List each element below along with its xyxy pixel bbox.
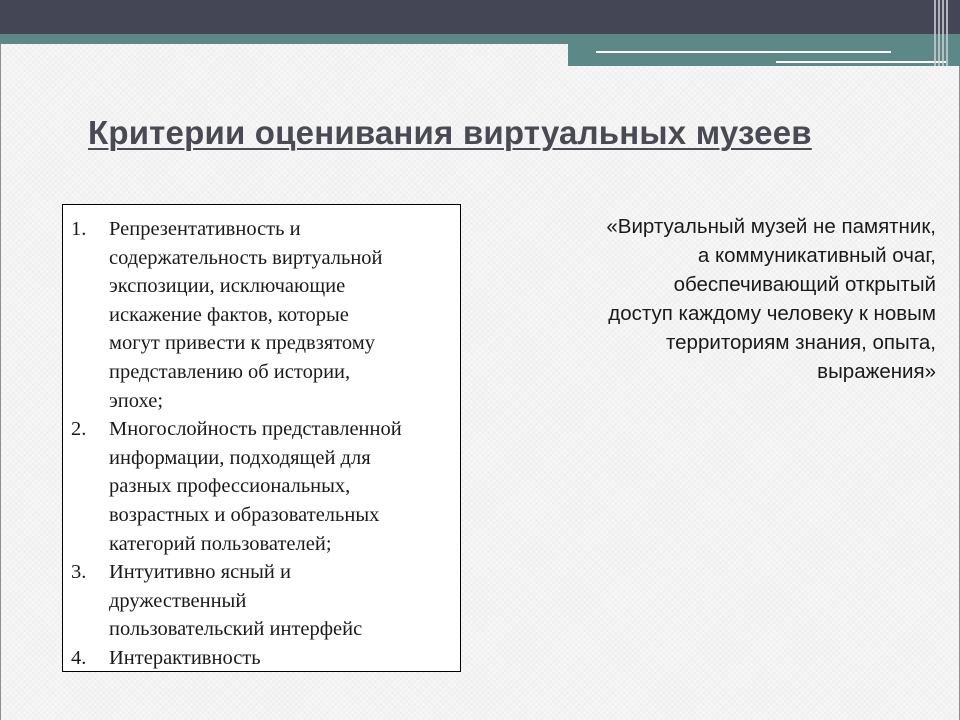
criteria-item xyxy=(71,644,452,673)
quote-line: доступ каждому человеку к новым xyxy=(608,302,936,325)
quote-line: территориям знания, опыта, xyxy=(666,331,936,354)
quote-text xyxy=(520,212,936,386)
criteria-item-line: информации, подходящей для xyxy=(109,446,371,469)
criteria-item-line: разных профессиональных, xyxy=(109,475,351,498)
criteria-item-line: пользовательский интерфейс xyxy=(109,618,363,641)
criteria-item-line: категорий пользователей; xyxy=(109,532,332,555)
criteria-item-number: 1. xyxy=(71,218,87,240)
quote-line: обеспечивающий открытый xyxy=(673,273,936,296)
decorative-stripes xyxy=(934,0,948,66)
criteria-item-number: 3. xyxy=(71,561,87,584)
slide-title: Критерии оценивания виртуальных музеев xyxy=(88,114,812,151)
criteria-item-line: возрастных и образовательных xyxy=(109,503,380,526)
criteria-item-text xyxy=(109,415,452,558)
criteria-item-line: Многослойность представленной xyxy=(109,418,402,441)
criteria-item-line: представлению об истории, xyxy=(109,360,351,383)
criteria-item-line: дружественный xyxy=(109,589,247,612)
decorative-line xyxy=(776,61,946,63)
header-bar xyxy=(0,0,960,34)
criteria-item xyxy=(71,558,452,644)
criteria-item-line: экспозиции, исключающие xyxy=(109,275,346,298)
criteria-item-line: эпохе; xyxy=(109,389,164,412)
criteria-box xyxy=(62,204,461,672)
frame-border-left xyxy=(0,44,1,720)
quote-line: выражения» xyxy=(817,360,936,383)
criteria-item-number: 2. xyxy=(71,418,87,441)
criteria-item-line: искажение фактов, которые xyxy=(109,303,349,326)
criteria-item xyxy=(71,215,452,415)
criteria-item-line: Интерактивность xyxy=(109,646,261,669)
criteria-item-line: содержательность виртуальной xyxy=(109,246,383,269)
criteria-item-line: Репрезентативность и xyxy=(109,218,301,240)
criteria-item-text xyxy=(109,644,452,673)
criteria-item-line: могут привести к предвзятому xyxy=(109,332,376,355)
criteria-item-number: 4. xyxy=(71,646,87,669)
decorative-line xyxy=(596,51,891,53)
criteria-item-text xyxy=(109,215,452,415)
criteria-item-line: Интуитивно ясный и xyxy=(109,561,291,584)
criteria-item-text xyxy=(109,558,452,644)
criteria-list xyxy=(71,215,452,673)
accent-band xyxy=(0,34,960,44)
quote-line: «Виртуальный музей не памятник, xyxy=(606,215,936,238)
quote-line: а коммуникативный очаг, xyxy=(697,244,936,267)
criteria-item xyxy=(71,415,452,558)
